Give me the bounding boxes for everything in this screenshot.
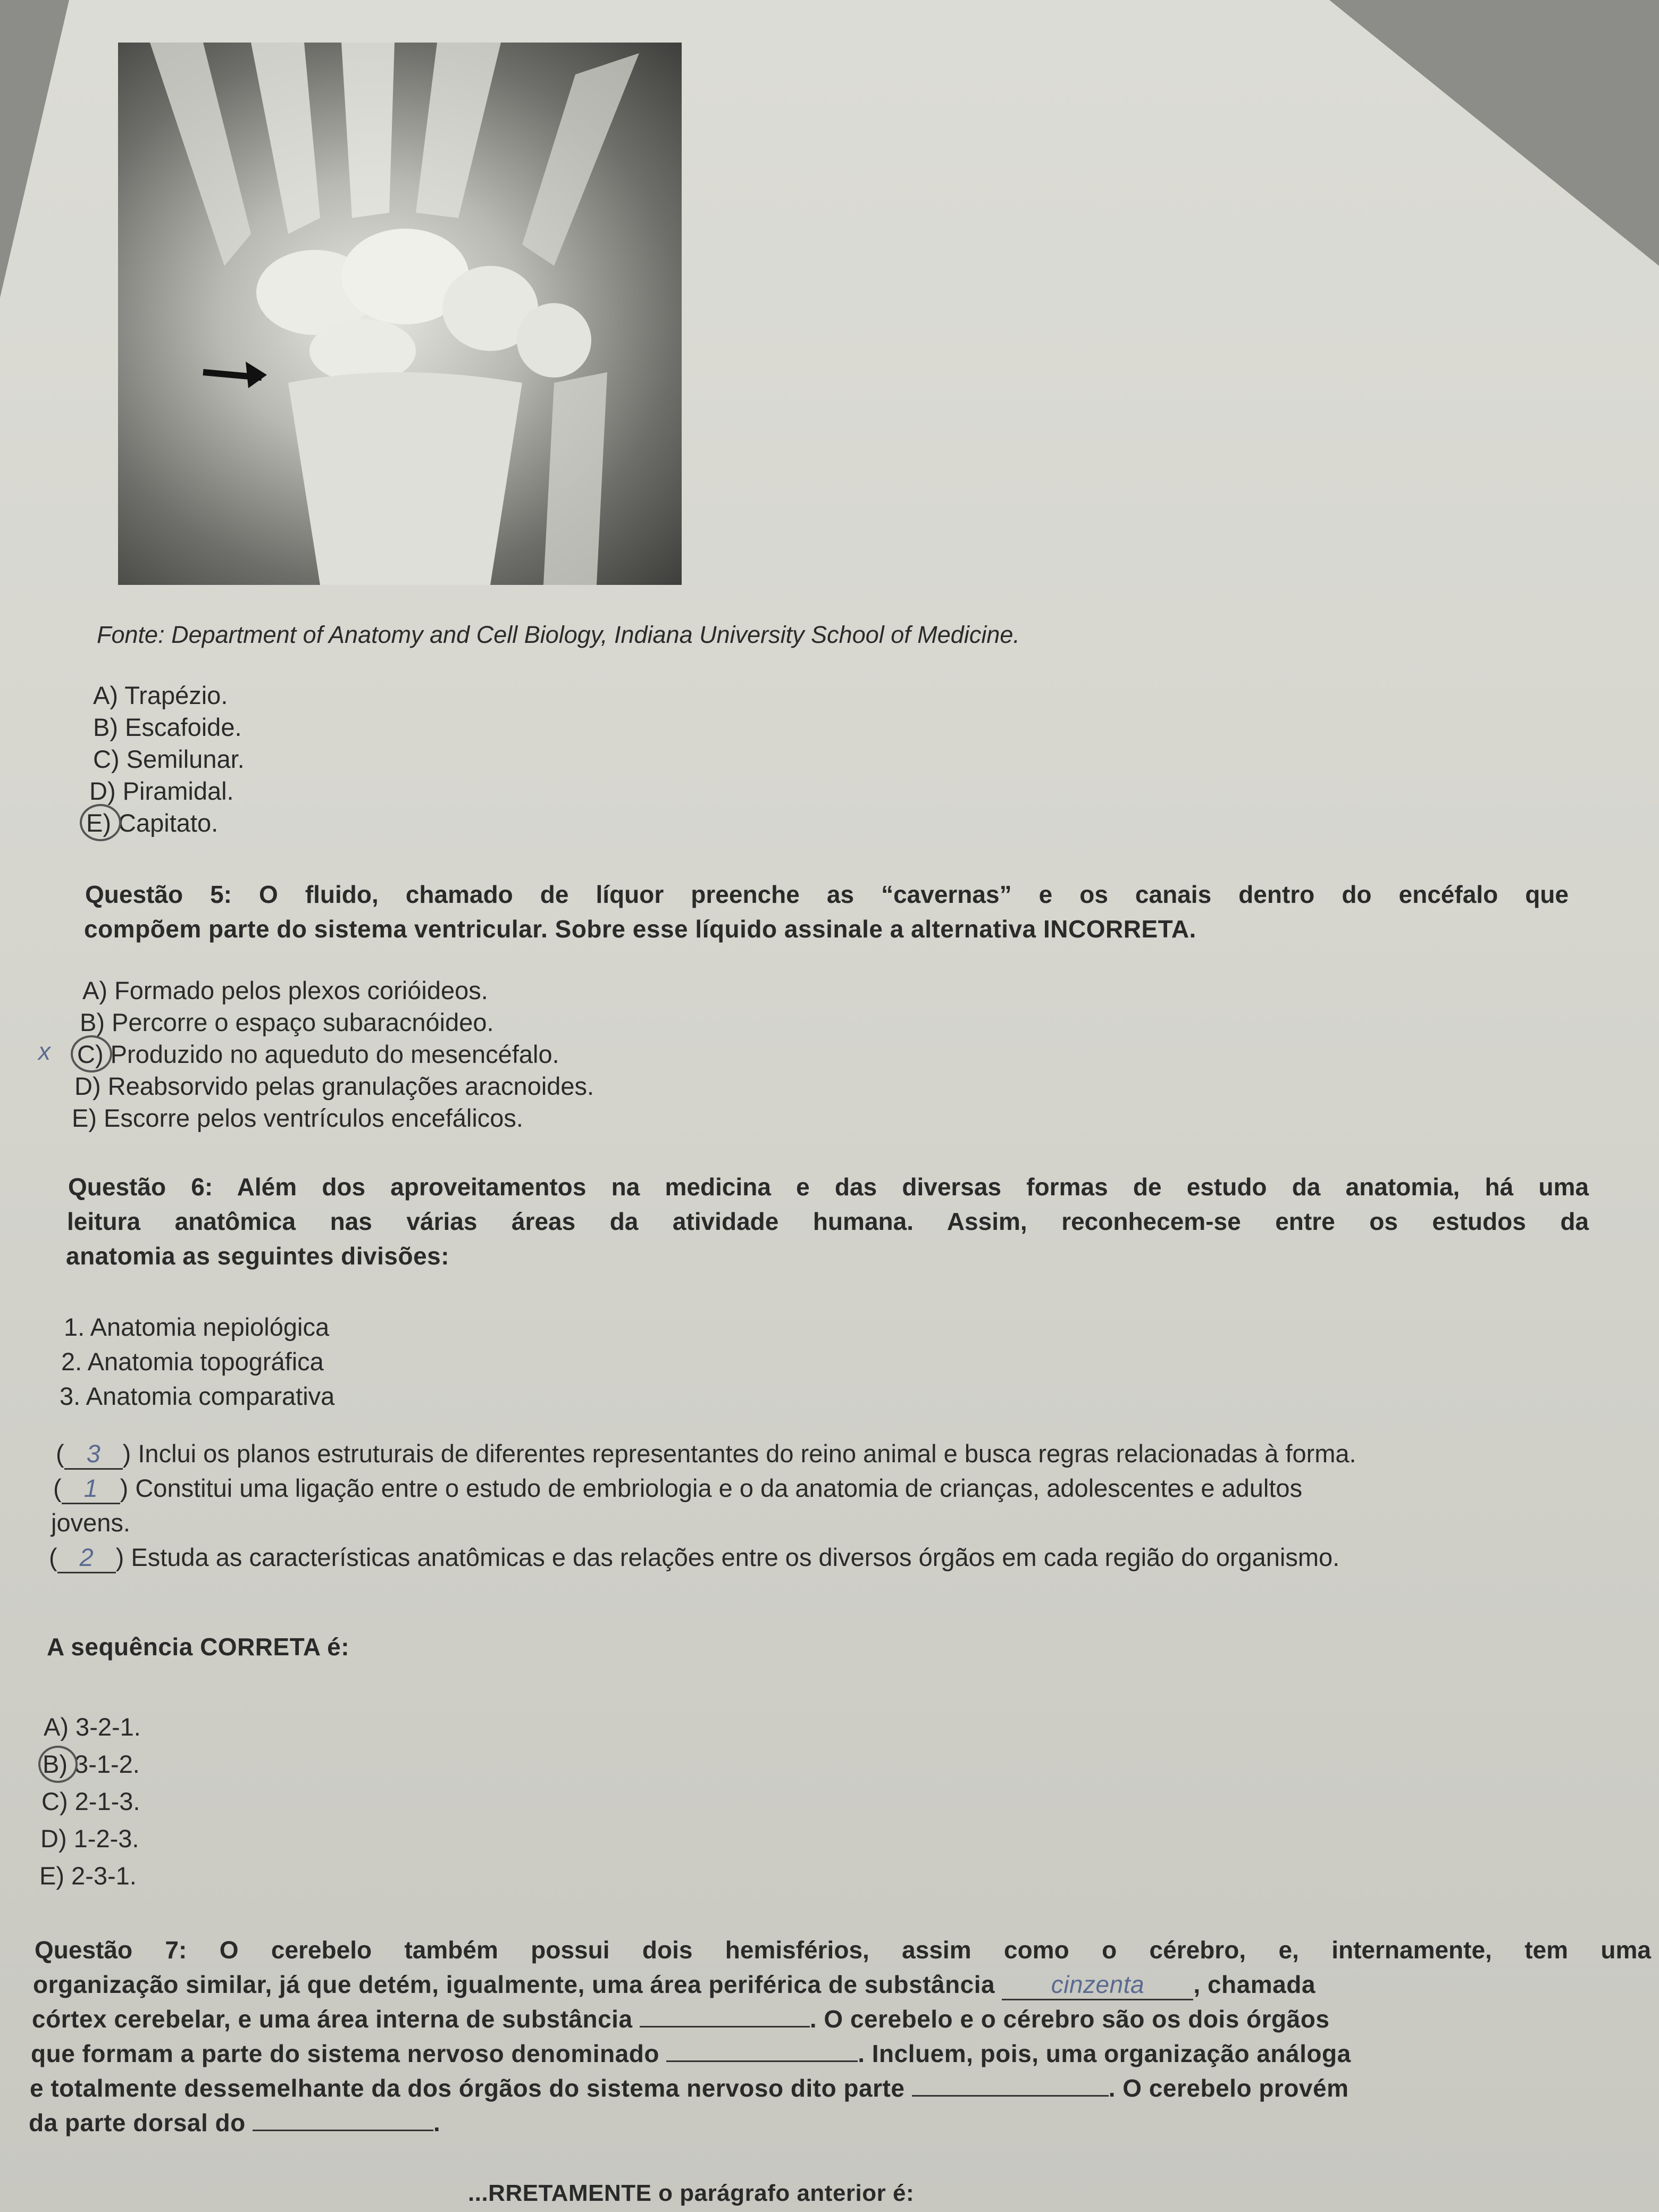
- q4-option-c[interactable]: C) Semilunar.: [93, 745, 245, 773]
- q7-next-line-partial: ...RRETAMENTE o parágrafo anterior é:: [468, 2180, 915, 2206]
- q5-option-e[interactable]: E) Escorre pelos ventrículos encefálicos.: [72, 1104, 523, 1132]
- q6-sequence-prompt: A sequência CORRETA é:: [47, 1633, 350, 1661]
- q4-option-e[interactable]: E) Capitato.: [86, 809, 219, 837]
- q6-division-1: 1. Anatomia nepiológica: [64, 1313, 330, 1341]
- q7-line3-text-a: córtex cerebelar, e uma área interna de substância: [32, 2005, 633, 2033]
- q7-line6-text-b: .: [433, 2109, 441, 2136]
- q6-statement-2-text: ) Constitui uma ligação entre o estudo de embriologia e o da anatomia de crianças, adolescentes e adultos: [120, 1474, 1303, 1502]
- q7-line4: [31, 2039, 1351, 2068]
- q7-blank-4[interactable]: [912, 2095, 1109, 2097]
- xray-drawing: [118, 43, 682, 585]
- q5-handwritten-x-mark: x: [38, 1037, 51, 1065]
- q7-line4-text-a: que formam a parte do sistema nervoso denominado: [31, 2040, 659, 2067]
- q6-statement-1-text: ) Inclui os planos estruturais de diferentes representantes do reino animal e busca regras relacionadas à forma.: [122, 1439, 1356, 1468]
- q6-division-3: 3. Anatomia comparativa: [60, 1382, 335, 1410]
- q7-blank-3[interactable]: [666, 2060, 858, 2062]
- q6-statement-3-answer[interactable]: 2: [57, 1543, 116, 1573]
- q7-line4-text-b: . Incluem, pois, uma organização análoga: [858, 2040, 1351, 2067]
- wrist-xray-image: [118, 43, 682, 585]
- q6-statement-1-answer[interactable]: 3: [64, 1439, 123, 1470]
- q6-option-a[interactable]: A) 3-2-1.: [44, 1713, 141, 1741]
- q6-stem-line2: leitura anatômica nas várias áreas da atividade humana. Assim, reconhecem-se entre os estudos da: [67, 1208, 1589, 1235]
- q5-option-b[interactable]: B) Percorre o espaço subaracnóideo.: [80, 1008, 494, 1036]
- q7-blank-2[interactable]: [640, 2026, 810, 2027]
- q5-stem-line2: compõem parte do sistema ventricular. Sobre esse líquido assinale a alternativa INCORRETA.: [84, 915, 1196, 943]
- q7-line5-text-a: e totalmente dessemelhante da dos órgãos do sistema nervoso dito parte: [30, 2074, 905, 2102]
- q7-line2-text-b: , chamada: [1193, 1971, 1316, 1998]
- q7-blank-5[interactable]: [253, 2130, 433, 2131]
- q6-stem-line1: Questão 6: Além dos aproveitamentos na medicina e das diversas formas de estudo da anatomia, há uma: [68, 1173, 1589, 1201]
- q6-option-e[interactable]: E) 2-3-1.: [39, 1862, 137, 1890]
- q6-stem-line3: anatomia as seguintes divisões:: [66, 1242, 450, 1270]
- q6-option-d[interactable]: D) 1-2-3.: [40, 1824, 139, 1853]
- q7-line2: [33, 1970, 1316, 2000]
- q5-selected-circle-mark: [71, 1035, 112, 1073]
- q5-option-a[interactable]: A) Formado pelos plexos corióideos.: [82, 976, 488, 1004]
- q7-line5-text-b: . O cerebelo provém: [1108, 2074, 1349, 2102]
- figure-source-caption: Fonte: Department of Anatomy and Cell Biology, Indiana University School of Medicine.: [97, 621, 1020, 648]
- q6-statement-2: ( 1 ) Constitui uma ligação entre o estudo de embriologia e o da anatomia de crianças, adolescentes e adultos: [53, 1473, 1619, 1504]
- q7-line6: [29, 2108, 440, 2137]
- q6-statement-3: ( 2 ) Estuda as características anatômicas e das relações entre os diversos órgãos em cada região do organismo.: [49, 1543, 1339, 1573]
- q7-blank-1[interactable]: cinzenta: [1002, 1970, 1193, 2000]
- q5-option-c[interactable]: C) Produzido no aqueduto do mesencéfalo.: [77, 1040, 559, 1068]
- q4-selected-circle-mark: [80, 804, 121, 841]
- q6-statement-3-text: ) Estuda as características anatômicas e das relações entre os diversos órgãos em cada região do organismo.: [115, 1543, 1340, 1571]
- q6-option-c[interactable]: C) 2-1-3.: [41, 1787, 140, 1815]
- q7-line1: Questão 7: O cerebelo também possui dois hemisférios, assim como o cérebro, e, internamente, tem uma: [35, 1936, 1651, 1964]
- q6-option-b[interactable]: B) 3-1-2.: [43, 1750, 140, 1778]
- q7-line5: [30, 2074, 1349, 2102]
- q7-line2-text-a: organização similar, já que detém, igualmente, uma área periférica de substância: [33, 1971, 995, 1998]
- q4-option-d[interactable]: D) Piramidal.: [89, 777, 234, 805]
- q6-statement-2-answer[interactable]: 1: [62, 1473, 120, 1504]
- q6-selected-circle-mark: [38, 1746, 78, 1783]
- q6-statement-2-continuation: jovens.: [51, 1509, 130, 1537]
- q7-line6-text-a: da parte dorsal do: [29, 2109, 246, 2136]
- q4-option-a[interactable]: A) Trapézio.: [93, 681, 228, 709]
- q5-stem-line1: Questão 5: O fluido, chamado de líquor preenche as “cavernas” e os canais dentro do encéfalo que: [85, 881, 1569, 908]
- q7-line3-text-b: . O cerebelo e o cérebro são os dois órgãos: [809, 2005, 1330, 2033]
- q6-statement-1: ( 3 ) Inclui os planos estruturais de diferentes representantes do reino animal e busca regras relacionadas à forma.: [56, 1439, 1356, 1470]
- q6-division-2: 2. Anatomia topográfica: [61, 1347, 324, 1376]
- q5-option-d[interactable]: D) Reabsorvido pelas granulações aracnoides.: [74, 1072, 594, 1100]
- q7-line3: [32, 2005, 1329, 2033]
- q4-option-b[interactable]: B) Escafoide.: [93, 713, 242, 741]
